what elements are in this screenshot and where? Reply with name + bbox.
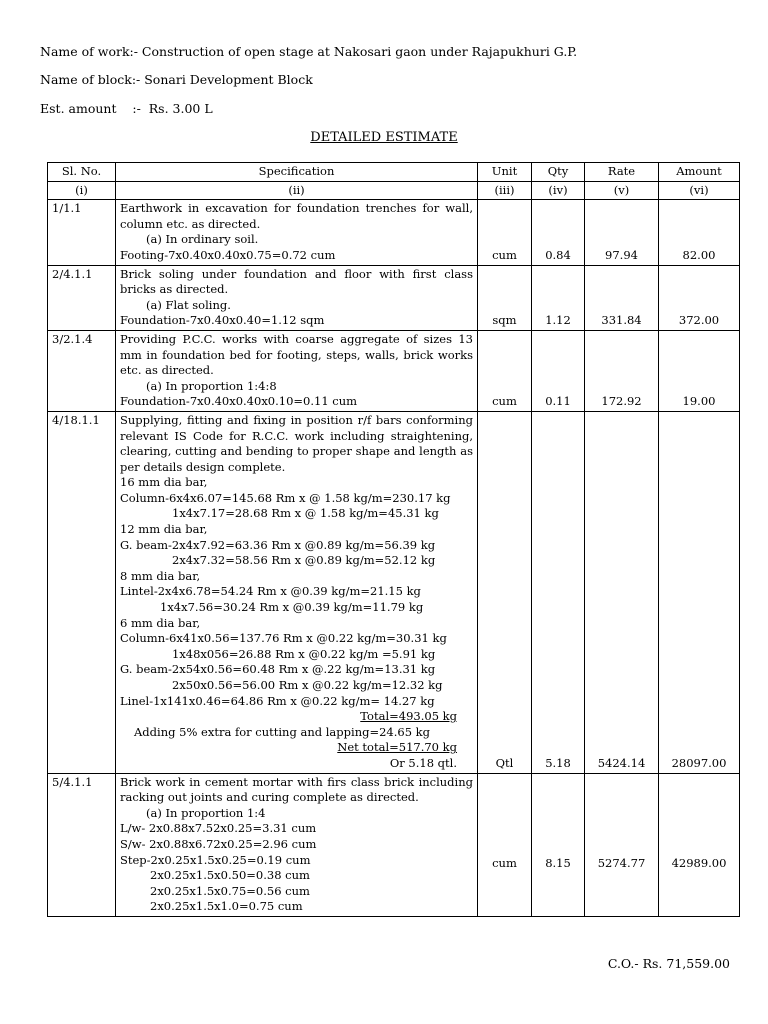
row-qty: 0.11 <box>532 330 585 411</box>
carried-over-total: C.O.- Rs. 71,559.00 <box>607 956 730 971</box>
row-amount: 19.00 <box>659 330 740 411</box>
spec-description: Earthwork in excavation for foundation trenches for wall, column etc. as directed. <box>120 201 473 231</box>
row-qty: 0.84 <box>532 200 585 265</box>
row-qty: 1.12 <box>532 265 585 330</box>
row-amount: 42989.00 <box>659 773 740 916</box>
row-rate: 5424.14 <box>585 411 659 773</box>
row-unit: Qtl <box>478 411 532 773</box>
row-sl-no: 2/4.1.1 <box>48 265 116 330</box>
spec-line: G. beam-2x54x0.56=60.48 Rm x @.22 kg/m=13.31 kg <box>120 662 436 677</box>
spec-total: Total=493.05 kg <box>360 709 457 724</box>
spec-line: 16 mm dia bar, <box>120 475 208 490</box>
spec-description: Providing P.C.C. works with coarse aggregate of sizes 13 mm in foundation bed for footing, steps, walls, brick works etc. as directed. <box>120 331 473 378</box>
table-row <box>48 411 740 773</box>
spec-line: (a) In ordinary soil. <box>146 232 259 247</box>
spec-line: 12 mm dia bar, <box>120 522 208 537</box>
header-qty: Qty <box>532 163 585 182</box>
row-rate: 331.84 <box>585 265 659 330</box>
row-unit: cum <box>478 200 532 265</box>
spec-net-total-line <box>120 740 473 756</box>
spec-line: (a) Flat soling. <box>146 297 231 312</box>
row-specification <box>116 330 478 411</box>
subheader-iii: (iii) <box>478 181 532 200</box>
row-specification <box>116 200 478 265</box>
spec-line: 2x0.25x1.5x0.75=0.56 cum <box>150 883 310 898</box>
spec-line: Footing-7x0.40x0.40x0.75=0.72 cum <box>120 247 336 262</box>
row-sl-no: 3/2.1.4 <box>48 330 116 411</box>
document-title: DETAILED ESTIMATE <box>310 130 458 145</box>
row-sl-no: 4/18.1.1 <box>48 411 116 773</box>
estimated-amount: Est. amount :- Rs. 3.00 L <box>40 101 213 116</box>
header-unit: Unit <box>478 163 532 182</box>
spec-line: Step-2x0.25x1.5x0.25=0.19 cum <box>120 852 311 867</box>
spec-line: (a) In proportion 1:4 <box>146 805 266 820</box>
spec-line: 2x0.25x1.5x1.0=0.75 cum <box>150 899 303 914</box>
spec-line: 2x4x7.32=58.56 Rm x @0.89 kg/m=52.12 kg <box>172 553 436 568</box>
spec-line: 2x0.25x1.5x0.50=0.38 cum <box>150 868 310 883</box>
row-amount: 82.00 <box>659 200 740 265</box>
spec-line: Linel-1x141x0.46=64.86 Rm x @0.22 kg/m= 14.27 kg <box>120 693 435 708</box>
spec-line: 1x4x7.56=30.24 Rm x @0.39 kg/m=11.79 kg <box>160 600 424 615</box>
table-row <box>48 265 740 330</box>
spec-line: (a) In proportion 1:4:8 <box>146 378 277 393</box>
spec-line: Foundation-7x0.40x0.40x0.10=0.11 cum <box>120 394 358 409</box>
row-specification <box>116 265 478 330</box>
table-row <box>48 773 740 916</box>
header-specification: Specification <box>116 163 478 182</box>
spec-line: Foundation-7x0.40x0.40=1.12 sqm <box>120 313 325 328</box>
spec-line: 1x4x7.17=28.68 Rm x @ 1.58 kg/m=45.31 kg <box>172 506 439 521</box>
spec-line: Or 5.18 qtl. <box>389 755 457 770</box>
spec-line: Column-6x41x0.56=137.76 Rm x @0.22 kg/m=30.31 kg <box>120 631 447 646</box>
row-specification <box>116 773 478 916</box>
row-sl-no: 1/1.1 <box>48 200 116 265</box>
table-subheader-row <box>48 181 740 200</box>
subheader-ii: (ii) <box>116 181 478 200</box>
spec-line: 1x48x056=26.88 Rm x @0.22 kg/m =5.91 kg <box>172 646 436 661</box>
spec-line: Column-6x4x6.07=145.68 Rm x @ 1.58 kg/m=230.17 kg <box>120 490 451 505</box>
row-unit: cum <box>478 773 532 916</box>
subheader-v: (v) <box>585 181 659 200</box>
spec-line: 2x50x0.56=56.00 Rm x @0.22 kg/m=12.32 kg <box>172 678 443 692</box>
row-unit: sqm <box>478 265 532 330</box>
estimate-table <box>47 162 740 917</box>
header-amount: Amount <box>659 163 740 182</box>
spec-line: S/w- 2x0.88x6.72x0.25=2.96 cum <box>120 836 317 851</box>
row-rate: 97.94 <box>585 200 659 265</box>
row-amount: 28097.00 <box>659 411 740 773</box>
subheader-iv: (iv) <box>532 181 585 200</box>
table-row <box>48 200 740 265</box>
name-of-work: Name of work:- Construction of open stage at Nakosari gaon under Rajapukhuri G.P. <box>40 44 578 59</box>
name-of-block: Name of block:- Sonari Development Block <box>40 72 313 87</box>
subheader-vi: (vi) <box>659 181 740 200</box>
spec-total-line <box>120 709 473 725</box>
spec-description: Brick work in cement mortar with firs class brick including racking out joints and curing complete as directed. <box>120 774 473 805</box>
header-rate: Rate <box>585 163 659 182</box>
subheader-i: (i) <box>48 181 116 200</box>
spec-line: 8 mm dia bar, <box>120 568 201 583</box>
spec-line: G. beam-2x4x7.92=63.36 Rm x @0.89 kg/m=56.39 kg <box>120 537 436 552</box>
spec-description: Brick soling under foundation and floor with first class bricks as directed. <box>120 266 473 297</box>
table-header-row <box>48 163 740 182</box>
row-qty: 5.18 <box>532 411 585 773</box>
row-unit: cum <box>478 330 532 411</box>
spec-line: L/w- 2x0.88x7.52x0.25=3.31 cum <box>120 821 317 836</box>
row-rate: 5274.77 <box>585 773 659 916</box>
row-sl-no: 5/4.1.1 <box>48 773 116 916</box>
spec-line: Lintel-2x4x6.78=54.24 Rm x @0.39 kg/m=21.15 kg <box>120 584 421 599</box>
header-sl-no: Sl. No. <box>48 163 116 182</box>
table-row <box>48 330 740 411</box>
spec-line: 6 mm dia bar, <box>120 615 201 630</box>
spec-description: Supplying, fitting and fixing in position r/f bars conforming relevant IS Code for R.C.C. work including straightening, clearing, cutting and bending to proper shape and length as per details design complete. <box>120 412 473 474</box>
row-amount: 372.00 <box>659 265 740 330</box>
row-qty: 8.15 <box>532 773 585 916</box>
spec-line: Adding 5% extra for cutting and lapping=24.65 kg <box>134 724 431 739</box>
spec-net-total: Net total=517.70 kg <box>337 740 457 755</box>
row-specification <box>116 411 478 773</box>
row-rate: 172.92 <box>585 330 659 411</box>
